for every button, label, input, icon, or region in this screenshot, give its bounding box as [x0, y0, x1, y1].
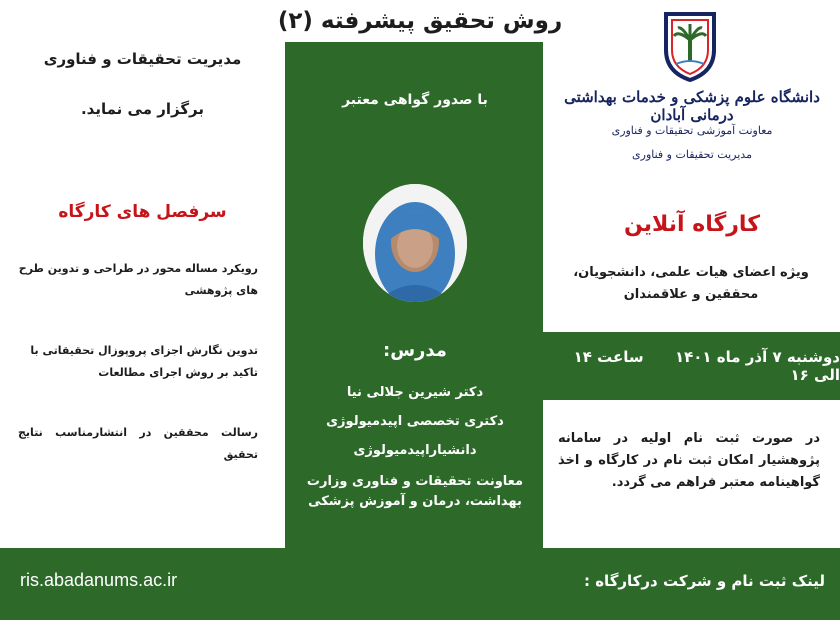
page-title: روش تحقیق پیشرفته (۲): [277, 8, 563, 34]
instructor-rank: دانشیاراپیدمیولوژی: [353, 443, 477, 458]
deputy-name: معاونت آموزشی تحقیقات و فناوری: [611, 124, 773, 137]
instructor-photo: [363, 184, 467, 302]
instructor-heading: مدرس:: [383, 340, 447, 361]
org-line-2: برگزار می نماید.: [80, 100, 205, 118]
time-text: ساعت ۱۴ الی ۱۶: [573, 348, 840, 384]
topic-2: تدوین نگارش اجزای پروپوزال تحقیقاتی با تاکید بر روش اجرای مطالعات: [30, 344, 258, 379]
date-text: دوشنبه ۷ آذر ماه ۱۴۰۱: [674, 348, 840, 366]
audience: ویژه اعضای هیات علمی، دانشجویان، محققین و علاقمندان: [573, 265, 809, 302]
university-shield-palm-logo-icon: [660, 10, 720, 82]
registration-url-link[interactable]: ris.abadanums.ac.ir: [20, 570, 178, 590]
management-name: مدیریت تحقیقات و فناوری: [632, 148, 752, 161]
instructor-name: دکتر شیرین جلالی نیا: [346, 385, 484, 400]
title-banner: [245, 0, 595, 42]
date-row: [543, 332, 840, 400]
instructor-portrait-icon: [363, 184, 467, 302]
section-title: سرفصل های کارگاه: [58, 202, 227, 222]
registration-link-label: لینک ثبت نام و شرکت درکارگاه :: [583, 572, 825, 590]
topic-3: رسالت محققین در انتشارمناسب نتایج تحقیق: [18, 426, 258, 461]
university-name: دانشگاه علوم پزشکی و خدمات بهداشتی درمانی آبادان: [564, 88, 820, 124]
instructor-affiliation: معاونت تحقیقات و فناوری وزارت بهداشت، درمان و آموزش پزشکی: [306, 474, 524, 509]
certificate-note: با صدور گواهی معتبر: [342, 92, 488, 108]
workshop-type: کارگاه آنلاین: [624, 212, 760, 237]
topic-1: رویکرد مساله محور در طراحی و تدوین طرح های پژوهشی: [18, 262, 258, 297]
university-logo: [660, 10, 720, 82]
registration-note: در صورت ثبت نام اولیه در سامانه پژوهشیار امکان ثبت نام در کارگاه و اخذ گواهینامه معتبر فراهم می گردد.: [558, 431, 820, 490]
org-line-1: مدیریت تحقیقات و فناوری: [43, 50, 242, 68]
date-time: [543, 348, 840, 384]
instructor-degree: دکتری تخصصی اپیدمیولوژی: [326, 414, 504, 429]
